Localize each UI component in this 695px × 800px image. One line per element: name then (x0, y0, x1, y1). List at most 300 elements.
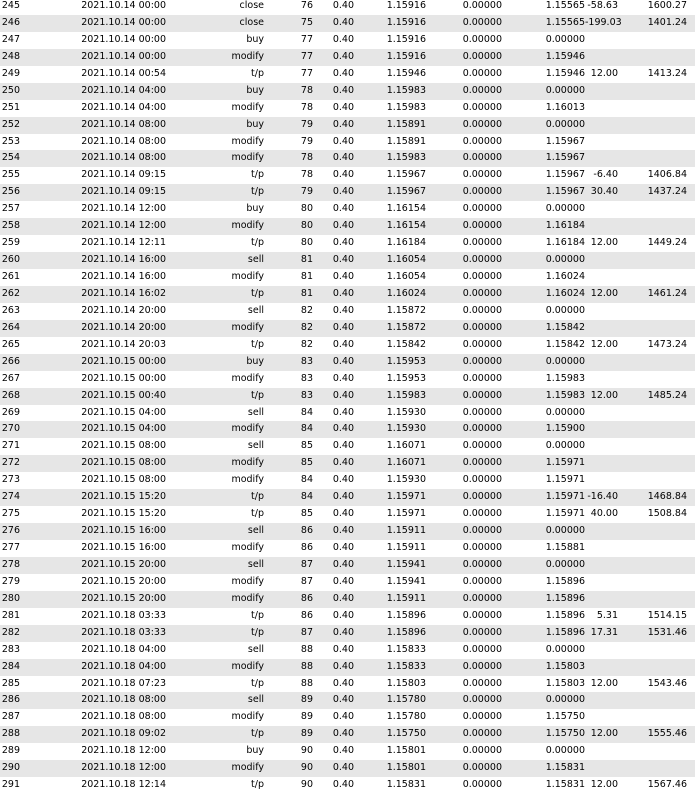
cell-time: 2021.10.15 20:00 (81, 575, 166, 587)
cell-order: 87 (300, 575, 313, 587)
cell-stop-loss: 0.00000 (462, 16, 502, 28)
cell-order: 75 (300, 16, 313, 28)
cell-type: modify (231, 542, 264, 553)
cell-price: 1.16024 (386, 287, 426, 299)
cell-volume: 0.40 (332, 711, 354, 723)
cell-order: 82 (300, 338, 313, 350)
table-row[interactable] (0, 354, 695, 371)
cell-volume: 0.40 (332, 16, 354, 28)
cell-order: 80 (300, 220, 313, 232)
cell-price: 1.15842 (386, 338, 426, 350)
cell-stop-loss: 0.00000 (462, 660, 502, 672)
cell-price: 1.15911 (386, 542, 426, 553)
cell-time: 2021.10.15 15:20 (81, 491, 166, 503)
table-row[interactable] (0, 692, 695, 709)
cell-take-profit: 0.00000 (545, 203, 585, 215)
cell-type: sell (247, 694, 264, 706)
table-row[interactable] (0, 676, 695, 693)
cell-take-profit: 1.15842 (545, 338, 585, 350)
cell-index: 285 (1, 677, 20, 689)
cell-take-profit: 1.15831 (545, 779, 585, 791)
cell-price: 1.15983 (386, 84, 426, 96)
cell-index: 277 (1, 542, 20, 553)
cell-take-profit: 1.15842 (545, 321, 585, 333)
table-row[interactable] (0, 235, 695, 252)
cell-take-profit: 0.00000 (545, 558, 585, 570)
cell-volume: 0.40 (332, 186, 354, 198)
table-row[interactable] (0, 760, 695, 777)
cell-stop-loss: 0.00000 (462, 762, 502, 774)
table-row[interactable] (0, 134, 695, 151)
cell-balance: 1437.24 (647, 186, 687, 198)
cell-stop-loss: 0.00000 (462, 440, 502, 452)
cell-type: modify (231, 575, 264, 587)
cell-volume: 0.40 (332, 355, 354, 367)
cell-take-profit: 0.00000 (545, 355, 585, 367)
cell-type: t/p (251, 338, 264, 350)
cell-stop-loss: 0.00000 (462, 67, 502, 79)
cell-type: modify (231, 372, 264, 384)
cell-stop-loss: 0.00000 (462, 491, 502, 503)
cell-stop-loss: 0.00000 (462, 321, 502, 333)
cell-index: 291 (1, 779, 20, 791)
cell-price: 1.15916 (386, 16, 426, 28)
cell-price: 1.15916 (386, 33, 426, 45)
cell-time: 2021.10.14 20:03 (81, 338, 166, 350)
cell-type: close (239, 16, 264, 28)
cell-volume: 0.40 (332, 169, 354, 181)
cell-index: 274 (1, 491, 20, 503)
cell-price: 1.15941 (386, 558, 426, 570)
cell-balance: 1449.24 (647, 237, 687, 249)
cell-price: 1.15941 (386, 575, 426, 587)
cell-balance: 1531.46 (647, 626, 687, 638)
cell-order: 84 (300, 491, 313, 503)
cell-take-profit: 1.15881 (545, 542, 585, 553)
cell-time: 2021.10.14 00:00 (81, 16, 166, 28)
table-row[interactable] (0, 83, 695, 100)
cell-take-profit: 1.15971 (545, 457, 585, 469)
cell-volume: 0.40 (332, 508, 354, 520)
cell-time: 2021.10.18 12:14 (81, 779, 166, 791)
cell-type: buy (246, 33, 264, 45)
table-row[interactable] (0, 66, 695, 83)
cell-time: 2021.10.14 08:00 (81, 118, 166, 130)
cell-order: 80 (300, 203, 313, 215)
cell-order: 80 (300, 237, 313, 249)
cell-price: 1.15967 (386, 169, 426, 181)
cell-order: 85 (300, 508, 313, 520)
cell-type: t/p (251, 677, 264, 689)
cell-stop-loss: 0.00000 (462, 287, 502, 299)
cell-index: 249 (1, 67, 20, 79)
cell-time: 2021.10.15 04:00 (81, 406, 166, 418)
cell-type: buy (246, 745, 264, 757)
cell-index: 248 (1, 50, 20, 62)
cell-stop-loss: 0.00000 (462, 304, 502, 316)
cell-type: buy (246, 203, 264, 215)
table-row[interactable] (0, 320, 695, 337)
cell-time: 2021.10.15 16:00 (81, 542, 166, 553)
cell-order: 90 (300, 745, 313, 757)
cell-index: 286 (1, 694, 20, 706)
table-row[interactable] (0, 642, 695, 659)
table-row[interactable] (0, 659, 695, 676)
table-row[interactable] (0, 405, 695, 422)
cell-price: 1.15833 (386, 643, 426, 655)
cell-stop-loss: 0.00000 (462, 84, 502, 96)
cell-index: 252 (1, 118, 20, 130)
table-row[interactable] (0, 371, 695, 388)
cell-index: 269 (1, 406, 20, 418)
cell-take-profit: 1.15831 (545, 762, 585, 774)
table-row[interactable] (0, 421, 695, 438)
cell-order: 84 (300, 474, 313, 486)
cell-take-profit: 1.15896 (545, 575, 585, 587)
cell-stop-loss: 0.00000 (462, 677, 502, 689)
cell-price: 1.15983 (386, 101, 426, 113)
cell-order: 90 (300, 779, 313, 791)
cell-index: 287 (1, 711, 20, 723)
cell-price: 1.15780 (386, 694, 426, 706)
cell-price: 1.15930 (386, 406, 426, 418)
table-row[interactable] (0, 184, 695, 201)
cell-profit: 30.40 (590, 186, 618, 198)
cell-time: 2021.10.18 07:23 (81, 677, 166, 689)
cell-take-profit: 0.00000 (545, 643, 585, 655)
cell-time: 2021.10.18 04:00 (81, 660, 166, 672)
table-row[interactable] (0, 506, 695, 523)
cell-time: 2021.10.14 00:00 (81, 0, 166, 11)
cell-type: buy (246, 118, 264, 130)
cell-order: 82 (300, 304, 313, 316)
cell-time: 2021.10.18 12:00 (81, 745, 166, 757)
cell-index: 264 (1, 321, 20, 333)
cell-price: 1.16071 (386, 440, 426, 452)
cell-profit: 12.00 (590, 338, 618, 350)
cell-take-profit: 1.15967 (545, 186, 585, 198)
cell-index: 271 (1, 440, 20, 452)
cell-order: 76 (300, 0, 313, 11)
cell-price: 1.15916 (386, 50, 426, 62)
cell-index: 255 (1, 169, 20, 181)
table-row[interactable] (0, 625, 695, 642)
cell-volume: 0.40 (332, 203, 354, 215)
cell-balance: 1413.24 (647, 67, 687, 79)
cell-order: 87 (300, 558, 313, 570)
cell-volume: 0.40 (332, 67, 354, 79)
cell-take-profit: 1.15967 (545, 169, 585, 181)
cell-stop-loss: 0.00000 (462, 186, 502, 198)
table-row[interactable] (0, 201, 695, 218)
cell-stop-loss: 0.00000 (462, 101, 502, 113)
cell-take-profit: 1.15565 (545, 0, 585, 11)
cell-order: 81 (300, 271, 313, 282)
cell-index: 284 (1, 660, 20, 672)
table-row[interactable] (0, 167, 695, 184)
cell-volume: 0.40 (332, 491, 354, 503)
cell-price: 1.16071 (386, 457, 426, 469)
cell-stop-loss: 0.00000 (462, 372, 502, 384)
cell-price: 1.15911 (386, 592, 426, 604)
cell-volume: 0.40 (332, 762, 354, 774)
table-row[interactable] (0, 269, 695, 286)
cell-volume: 0.40 (332, 542, 354, 553)
cell-index: 259 (1, 237, 20, 249)
cell-time: 2021.10.14 00:54 (81, 67, 166, 79)
cell-index: 245 (1, 0, 20, 11)
cell-take-profit: 1.15983 (545, 389, 585, 401)
table-row[interactable] (0, 252, 695, 269)
cell-take-profit: 1.15803 (545, 660, 585, 672)
table-row[interactable] (0, 540, 695, 557)
cell-type: t/p (251, 67, 264, 79)
cell-take-profit: 0.00000 (545, 440, 585, 452)
cell-type: sell (247, 643, 264, 655)
cell-take-profit: 1.15896 (545, 609, 585, 621)
cell-time: 2021.10.15 08:00 (81, 440, 166, 452)
cell-time: 2021.10.14 09:15 (81, 186, 166, 198)
cell-time: 2021.10.14 08:00 (81, 135, 166, 147)
cell-type: sell (247, 254, 264, 266)
cell-stop-loss: 0.00000 (462, 728, 502, 740)
cell-take-profit: 1.16184 (545, 237, 585, 249)
table-row[interactable] (0, 49, 695, 66)
cell-time: 2021.10.18 03:33 (81, 609, 166, 621)
cell-time: 2021.10.14 04:00 (81, 84, 166, 96)
cell-stop-loss: 0.00000 (462, 745, 502, 757)
table-row[interactable] (0, 117, 695, 134)
cell-order: 77 (300, 50, 313, 62)
cell-take-profit: 1.15946 (545, 67, 585, 79)
cell-index: 262 (1, 287, 20, 299)
cell-index: 250 (1, 84, 20, 96)
cell-volume: 0.40 (332, 609, 354, 621)
cell-volume: 0.40 (332, 321, 354, 333)
table-row[interactable] (0, 489, 695, 506)
cell-volume: 0.40 (332, 474, 354, 486)
cell-take-profit: 0.00000 (545, 406, 585, 418)
cell-order: 83 (300, 355, 313, 367)
cell-time: 2021.10.15 20:00 (81, 592, 166, 604)
cell-price: 1.15803 (386, 677, 426, 689)
table-row[interactable] (0, 523, 695, 540)
cell-volume: 0.40 (332, 271, 354, 282)
cell-index: 282 (1, 626, 20, 638)
cell-time: 2021.10.18 12:00 (81, 762, 166, 774)
cell-type: modify (231, 762, 264, 774)
cell-type: sell (247, 304, 264, 316)
cell-index: 268 (1, 389, 20, 401)
cell-index: 275 (1, 508, 20, 520)
cell-stop-loss: 0.00000 (462, 152, 502, 164)
cell-order: 83 (300, 389, 313, 401)
cell-take-profit: 1.16024 (545, 271, 585, 282)
cell-balance: 1461.24 (647, 287, 687, 299)
table-row[interactable] (0, 15, 695, 32)
cell-order: 89 (300, 711, 313, 723)
table-row[interactable] (0, 218, 695, 235)
cell-price: 1.15833 (386, 660, 426, 672)
cell-price: 1.15930 (386, 423, 426, 435)
cell-take-profit: 1.16024 (545, 287, 585, 299)
cell-balance: 1406.84 (647, 169, 687, 181)
cell-time: 2021.10.14 12:11 (81, 237, 166, 249)
cell-price: 1.15891 (386, 118, 426, 130)
cell-type: modify (231, 220, 264, 232)
cell-index: 251 (1, 101, 20, 113)
cell-price: 1.16184 (386, 237, 426, 249)
cell-type: t/p (251, 237, 264, 249)
cell-type: modify (231, 711, 264, 723)
cell-volume: 0.40 (332, 440, 354, 452)
table-row[interactable] (0, 100, 695, 117)
cell-take-profit: 1.15750 (545, 728, 585, 740)
cell-index: 258 (1, 220, 20, 232)
cell-index: 246 (1, 16, 20, 28)
table-row[interactable] (0, 337, 695, 354)
cell-profit: 5.31 (596, 609, 618, 621)
cell-balance: 1473.24 (647, 338, 687, 350)
cell-volume: 0.40 (332, 0, 354, 11)
cell-type: buy (246, 355, 264, 367)
cell-type: t/p (251, 186, 264, 198)
cell-index: 267 (1, 372, 20, 384)
cell-order: 81 (300, 254, 313, 266)
cell-index: 254 (1, 152, 20, 164)
table-row[interactable] (0, 455, 695, 472)
cell-stop-loss: 0.00000 (462, 169, 502, 181)
cell-order: 82 (300, 321, 313, 333)
cell-take-profit: 0.00000 (545, 694, 585, 706)
cell-take-profit: 1.15750 (545, 711, 585, 723)
cell-index: 266 (1, 355, 20, 367)
cell-profit: -58.63 (587, 0, 618, 11)
cell-index: 261 (1, 271, 20, 282)
cell-volume: 0.40 (332, 389, 354, 401)
cell-volume: 0.40 (332, 152, 354, 164)
cell-stop-loss: 0.00000 (462, 338, 502, 350)
table-row[interactable] (0, 286, 695, 303)
cell-time: 2021.10.14 16:00 (81, 271, 166, 282)
cell-stop-loss: 0.00000 (462, 592, 502, 604)
cell-take-profit: 1.15565 (545, 16, 585, 28)
cell-profit: 12.00 (590, 677, 618, 689)
table-row[interactable] (0, 303, 695, 320)
cell-type: t/p (251, 287, 264, 299)
cell-balance: 1543.46 (647, 677, 687, 689)
cell-take-profit: 1.16013 (545, 101, 585, 113)
cell-price: 1.15953 (386, 355, 426, 367)
cell-balance: 1600.27 (647, 0, 687, 11)
cell-time: 2021.10.14 04:00 (81, 101, 166, 113)
cell-price: 1.15930 (386, 474, 426, 486)
table-row[interactable] (0, 557, 695, 574)
cell-stop-loss: 0.00000 (462, 542, 502, 553)
cell-stop-loss: 0.00000 (462, 558, 502, 570)
cell-order: 89 (300, 728, 313, 740)
table-row[interactable] (0, 32, 695, 49)
table-row[interactable] (0, 608, 695, 625)
cell-order: 79 (300, 135, 313, 147)
cell-volume: 0.40 (332, 423, 354, 435)
cell-price: 1.15780 (386, 711, 426, 723)
cell-type: t/p (251, 626, 264, 638)
cell-type: modify (231, 135, 264, 147)
table-row[interactable] (0, 777, 695, 794)
cell-take-profit: 1.15983 (545, 372, 585, 384)
cell-take-profit: 1.15946 (545, 50, 585, 62)
cell-price: 1.16154 (386, 203, 426, 215)
cell-profit: 40.00 (590, 508, 618, 520)
cell-time: 2021.10.15 04:00 (81, 423, 166, 435)
cell-take-profit: 1.15896 (545, 592, 585, 604)
cell-profit: 12.00 (590, 389, 618, 401)
cell-time: 2021.10.15 16:00 (81, 525, 166, 537)
cell-type: sell (247, 406, 264, 418)
cell-type: sell (247, 558, 264, 570)
cell-time: 2021.10.18 08:00 (81, 711, 166, 723)
cell-index: 270 (1, 423, 20, 435)
table-row[interactable] (0, 388, 695, 405)
cell-order: 88 (300, 643, 313, 655)
cell-type: t/p (251, 728, 264, 740)
cell-index: 279 (1, 575, 20, 587)
cell-price: 1.15896 (386, 609, 426, 621)
cell-stop-loss: 0.00000 (462, 643, 502, 655)
cell-stop-loss: 0.00000 (462, 254, 502, 266)
cell-index: 263 (1, 304, 20, 316)
cell-time: 2021.10.14 16:02 (81, 287, 166, 299)
cell-stop-loss: 0.00000 (462, 389, 502, 401)
cell-stop-loss: 0.00000 (462, 474, 502, 486)
cell-stop-loss: 0.00000 (462, 575, 502, 587)
table-row[interactable] (0, 591, 695, 608)
cell-type: modify (231, 423, 264, 435)
cell-take-profit: 1.15971 (545, 491, 585, 503)
table-row[interactable] (0, 150, 695, 167)
cell-price: 1.15967 (386, 186, 426, 198)
cell-volume: 0.40 (332, 779, 354, 791)
cell-volume: 0.40 (332, 84, 354, 96)
cell-volume: 0.40 (332, 254, 354, 266)
table-row[interactable] (0, 726, 695, 743)
cell-take-profit: 1.16184 (545, 220, 585, 232)
cell-time: 2021.10.18 03:33 (81, 626, 166, 638)
cell-volume: 0.40 (332, 592, 354, 604)
table-row[interactable] (0, 743, 695, 760)
cell-index: 276 (1, 525, 20, 537)
table-row[interactable] (0, 574, 695, 591)
cell-order: 84 (300, 423, 313, 435)
cell-volume: 0.40 (332, 643, 354, 655)
cell-stop-loss: 0.00000 (462, 237, 502, 249)
cell-type: buy (246, 84, 264, 96)
table-row[interactable] (0, 0, 695, 15)
table-row[interactable] (0, 438, 695, 455)
cell-volume: 0.40 (332, 50, 354, 62)
table-row[interactable] (0, 709, 695, 726)
cell-index: 256 (1, 186, 20, 198)
cell-profit: -6.40 (593, 169, 618, 181)
cell-index: 278 (1, 558, 20, 570)
cell-index: 260 (1, 254, 20, 266)
cell-type: t/p (251, 779, 264, 791)
cell-take-profit: 1.15967 (545, 135, 585, 147)
cell-order: 85 (300, 457, 313, 469)
cell-type: modify (231, 474, 264, 486)
table-row[interactable] (0, 472, 695, 489)
